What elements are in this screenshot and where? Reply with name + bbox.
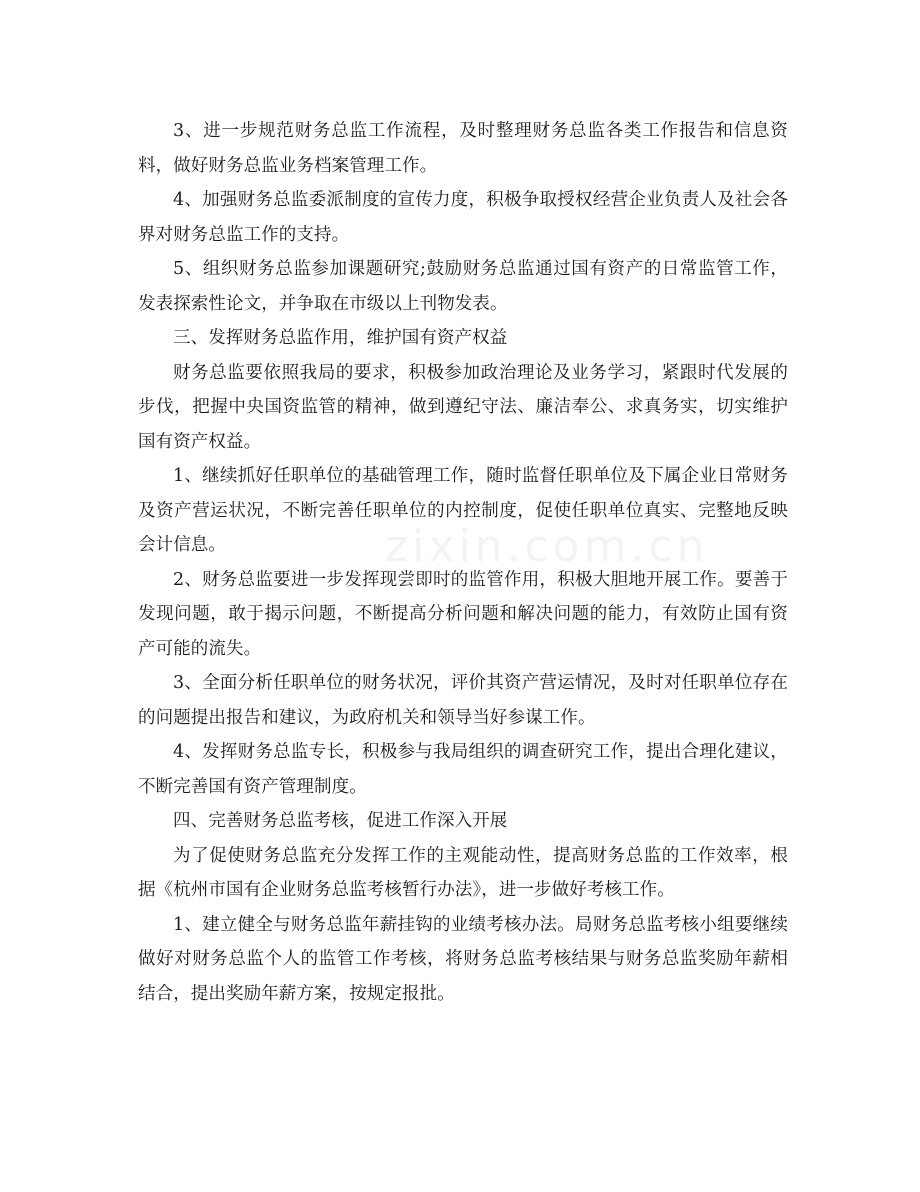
- section-four-intro: 为了促使财务总监充分发挥工作的主观能动性，提高财务总监的工作效率，根据《杭州市国有企业财务总监考核暂行办法》，进一步做好考核工作。: [138, 845, 788, 900]
- paragraph-item-3b: 3、全面分析任职单位的财务状况，评价其资产营运情况，及时对任职单位存在的问题提出报告和建议，为政府机关和领导当好参谋工作。: [138, 673, 788, 728]
- watermark-text: zixin.com.cn: [385, 521, 709, 572]
- paragraph-item-1: 1、继续抓好任职单位的基础管理工作，随时监督任职单位及下属企业日常财务及资产营运状况，不断完善任职单位的内控制度，促使任职单位真实、完整地反映会计信息。: [138, 466, 788, 555]
- document-body: [138, 114, 788, 1011]
- paragraph-item-1b: 1、建立健全与财务总监年薪挂钩的业绩考核办法。局财务总监考核小组要继续做好对财务总监个人的监管工作考核，将财务总监考核结果与财务总监奖励年薪相结合，提出奖励年薪方案，按规定报批。: [138, 914, 788, 1004]
- paragraph-item-5: 5、组织财务总监参加课题研究;鼓励财务总监通过国有资产的日常监管工作，发表探索性论文，并争取在市级以上刊物发表。: [138, 259, 788, 314]
- paragraph-item-4b: 4、发挥财务总监专长，积极参与我局组织的调查研究工作，提出合理化建议，不断完善国有资产管理制度。: [138, 742, 788, 797]
- section-heading-four: 四、完善财务总监考核，促进工作深入开展: [173, 811, 508, 831]
- paragraph-item-3: 3、进一步规范财务总监工作流程，及时整理财务总监各类工作报告和信息资料，做好财务总监业务档案管理工作。: [138, 121, 788, 176]
- section-heading-three: 三、发挥财务总监作用，维护国有资产权益: [173, 328, 508, 348]
- section-three-intro: 财务总监要依照我局的要求，积极参加政治理论及业务学习，紧跟时代发展的步伐，把握中央国资监管的精神，做到遵纪守法、廉洁奉公、求真务实，切实维护国有资产权益。: [138, 362, 788, 452]
- paragraph-item-4: 4、加强财务总监委派制度的宣传力度，积极争取授权经营企业负责人及社会各界对财务总监工作的支持。: [138, 190, 788, 245]
- paragraph-item-2: 2、财务总监要进一步发挥现尝即时的监管作用，积极大胆地开展工作。要善于发现问题，敢于揭示问题，不断提高分析问题和解决问题的能力，有效防止国有资产可能的流失。: [138, 569, 788, 659]
